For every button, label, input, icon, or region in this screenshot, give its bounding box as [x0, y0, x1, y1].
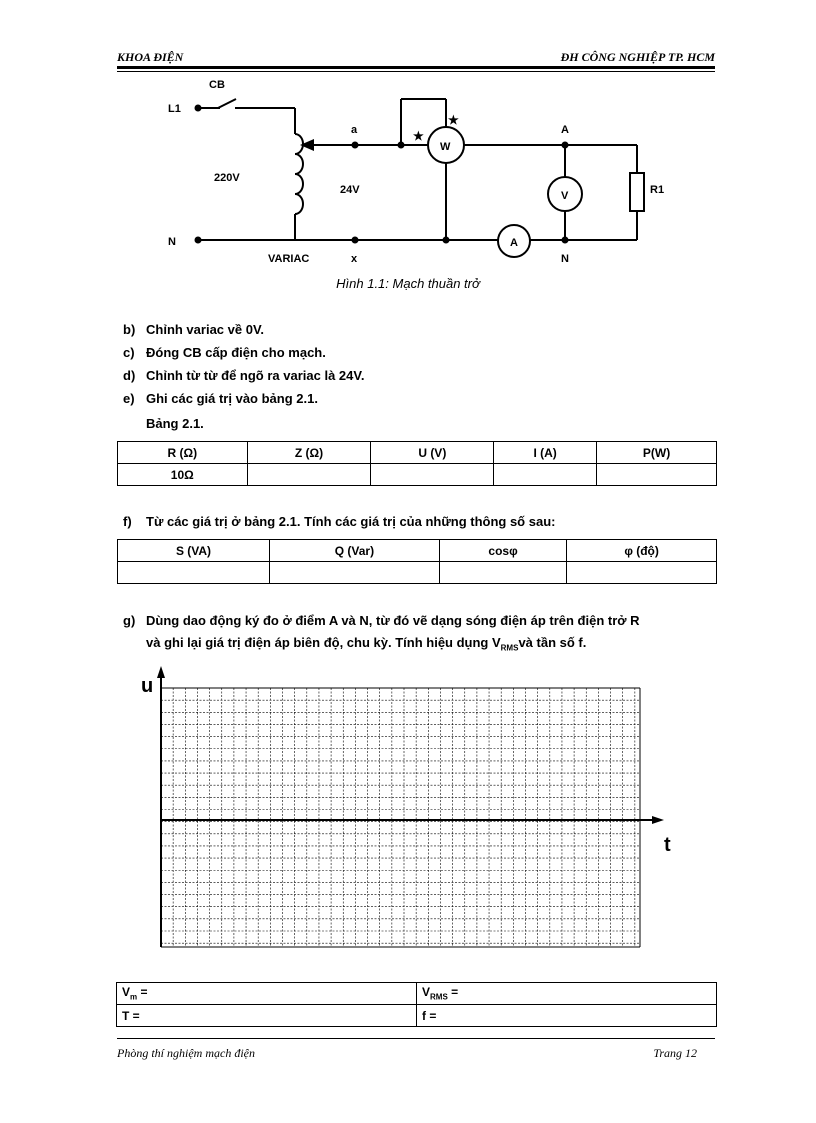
measurement-table [117, 441, 717, 486]
table-header: φ (độ) [567, 540, 717, 562]
table-header: R (Ω) [118, 442, 248, 464]
table-header: U (V) [371, 442, 494, 464]
list-item: d) Chỉnh từ từ để ngõ ra variac là 24V. [123, 368, 365, 383]
power-table [117, 539, 717, 584]
n-left-label: N [168, 236, 176, 248]
y-axis-label: u [141, 675, 154, 697]
wattmeter-label: W [440, 141, 451, 153]
table-cell [439, 562, 566, 584]
table-cell [597, 464, 717, 486]
frequency-cell: f = [417, 1005, 717, 1027]
question-g: g) Dùng dao động ký đo ở điểm A và N, từ đó vẽ dạng sóng điện áp trên điện trở R và ghi lại giá trị điện áp biên độ, chu kỳ. Tính hiệu dụng $V_{RMS}và$ tần số f. [123, 613, 640, 653]
list-item: e) Ghi các giá trị vào bảng 2.1. [123, 391, 318, 406]
vm-cell: $V_m$ = [117, 983, 417, 1005]
v220-label: 220V [214, 172, 240, 184]
node-x-label: x [351, 253, 358, 265]
table-caption: Bảng 2.1. [146, 416, 204, 431]
table-cell [494, 464, 597, 486]
ammeter-label: A [510, 237, 518, 249]
table-cell [371, 464, 494, 486]
v24-label: 24V [340, 184, 360, 196]
circuit-diagram [0, 0, 816, 280]
l1-label: L1 [168, 103, 181, 115]
list-item: c) Đóng CB cấp điện cho mạch. [123, 345, 326, 360]
table-header: Z (Ω) [247, 442, 371, 464]
footer-right: Trang 12 [653, 1046, 697, 1060]
table-cell [247, 464, 371, 486]
star-icon: ★ [448, 113, 459, 127]
cb-label: CB [209, 79, 225, 91]
table-header: P(W) [597, 442, 717, 464]
table-cell [118, 562, 270, 584]
table-header: cosφ [439, 540, 566, 562]
t-axis-arrow-icon [652, 816, 664, 824]
figure-caption: Hình 1.1: Mạch thuần trở [336, 276, 480, 291]
oscilloscope-grid [0, 660, 816, 960]
list-item: b) Chỉnh variac về 0V. [123, 322, 265, 337]
results-table [116, 982, 717, 1027]
voltmeter-label: V [561, 190, 569, 202]
variac-label: VARIAC [268, 253, 310, 265]
node-A-label: A [561, 124, 569, 136]
table-header: I (A) [494, 442, 597, 464]
steps-list [123, 318, 364, 410]
table-cell [269, 562, 439, 584]
table-header: Q (Var) [269, 540, 439, 562]
y-axis-arrow-icon [157, 666, 165, 678]
r1-label: R1 [650, 184, 665, 196]
node-N-label: N [561, 253, 569, 265]
question-f: f) Từ các giá trị ở bảng 2.1. Tính các giá trị của những thông số sau: [123, 514, 556, 529]
footer-left: Phòng thí nghiệm mạch điện [117, 1046, 255, 1060]
header-left: KHOA ĐIỆN [117, 50, 184, 64]
star-icon: ★ [413, 129, 424, 143]
x-axis-label: t [664, 834, 671, 856]
period-cell: T = [117, 1005, 417, 1027]
vrms-cell: $V_{RMS}$ = [417, 983, 717, 1005]
footer-rule [117, 1038, 715, 1039]
header-right: ĐH CÔNG NGHIỆP TP. HCM [560, 50, 715, 64]
node-a-label: a [351, 124, 358, 136]
table-header: S (VA) [118, 540, 270, 562]
table-cell [567, 562, 717, 584]
table-cell: 10Ω [118, 464, 248, 486]
